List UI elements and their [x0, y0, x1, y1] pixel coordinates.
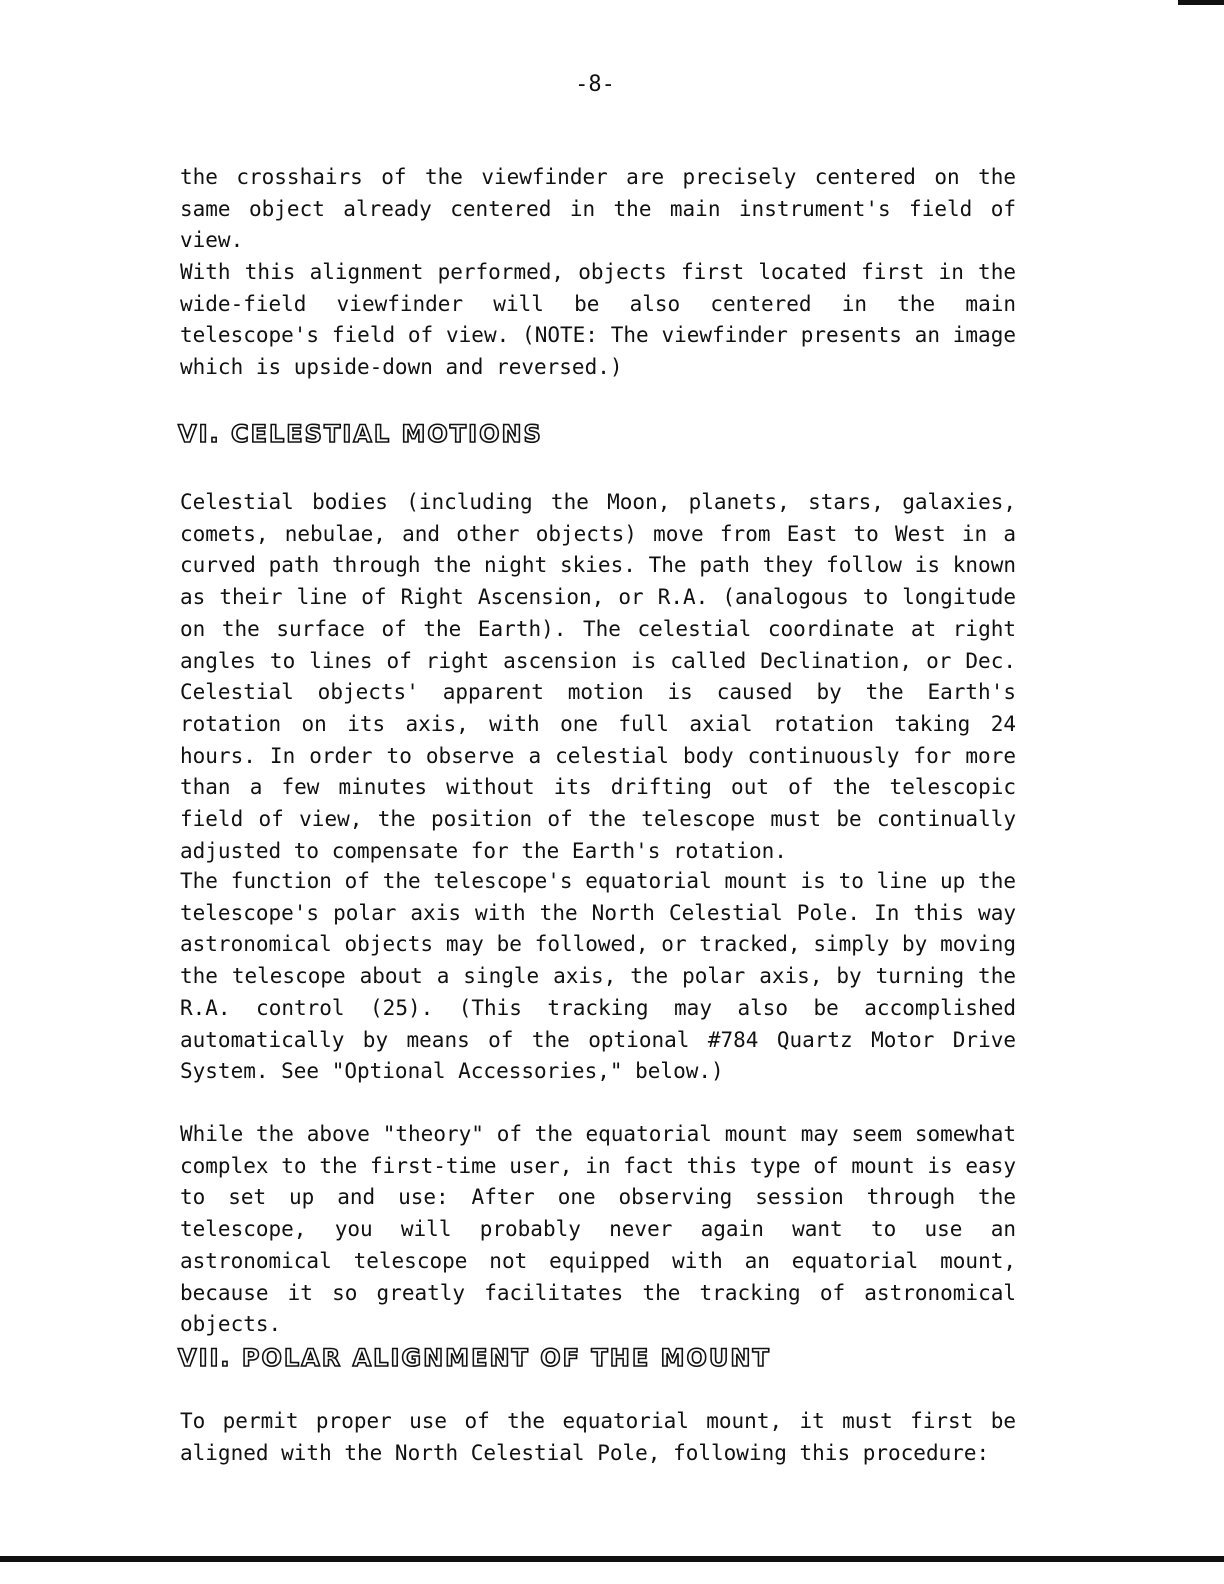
- page-number: -8-: [575, 72, 615, 97]
- heading-celestial-motions: VI. CELESTIAL MOTIONS: [178, 420, 543, 448]
- paragraph-polar-alignment-intro: To permit proper use of the equatorial mount, it must first be aligned with the North Celestial Pole, following this procedure:: [180, 1409, 1016, 1465]
- scan-corner-mark: [1178, 0, 1224, 5]
- paragraph-viewfinder-crosshairs: the crosshairs of the viewfinder are precisely centered on the same object already centered in the main instrument's field of view.: [180, 165, 1016, 253]
- heading-polar-alignment: VII. POLAR ALIGNMENT OF THE MOUNT: [178, 1344, 771, 1372]
- bottom-rule: [0, 1556, 1224, 1562]
- paragraph-equatorial-mount-function: The function of the telescope's equatorial mount is to line up the telescope's polar axis with the North Celestial Pole. In this way astronomical objects may be followed, or tracked, simply by moving the telescope about a single axis, the polar axis, by turning the R.A. control (25). (This tracking may also be accomplished automatically by means of the optional #784 Quartz Motor Drive System. See "Optional Accessories," below.): [180, 869, 1016, 1084]
- paragraph-celestial-bodies: Celestial bodies (including the Moon, planets, stars, galaxies, comets, nebulae, and other objects) move from East to West in a curved path through the night skies. The path they follow is known as their line of Right Ascension, or R.A. (analogous to longitude on the surface of the Earth). The celestial coordinate at right angles to lines of right ascension is called Declination, or Dec. Celestial objects' apparent motion is caused by the Earth's rotation on its axis, with one full axial rotation taking 24 hours. In order to observe a celestial body continuously for more than a few minutes without its drifting out of the telescopic field of view, the position of the telescope must be continually adjusted to compensate for the Earth's rotation.: [180, 490, 1016, 863]
- paragraph-alignment-performed: With this alignment performed, objects first located first in the wide-field viewfinder will be also centered in the main telescope's field of view. (NOTE: The viewfinder presents an image which is upside-down and reversed.): [180, 260, 1016, 380]
- paragraph-equatorial-theory: While the above "theory" of the equatorial mount may seem somewhat complex to the first-time user, in fact this type of mount is easy to set up and use: After one observing session through the telescope, you will probably never again want to use an astronomical telescope not equipped with an equatorial mount, because it so greatly facilitates the tracking of astronomical objects.: [180, 1122, 1016, 1337]
